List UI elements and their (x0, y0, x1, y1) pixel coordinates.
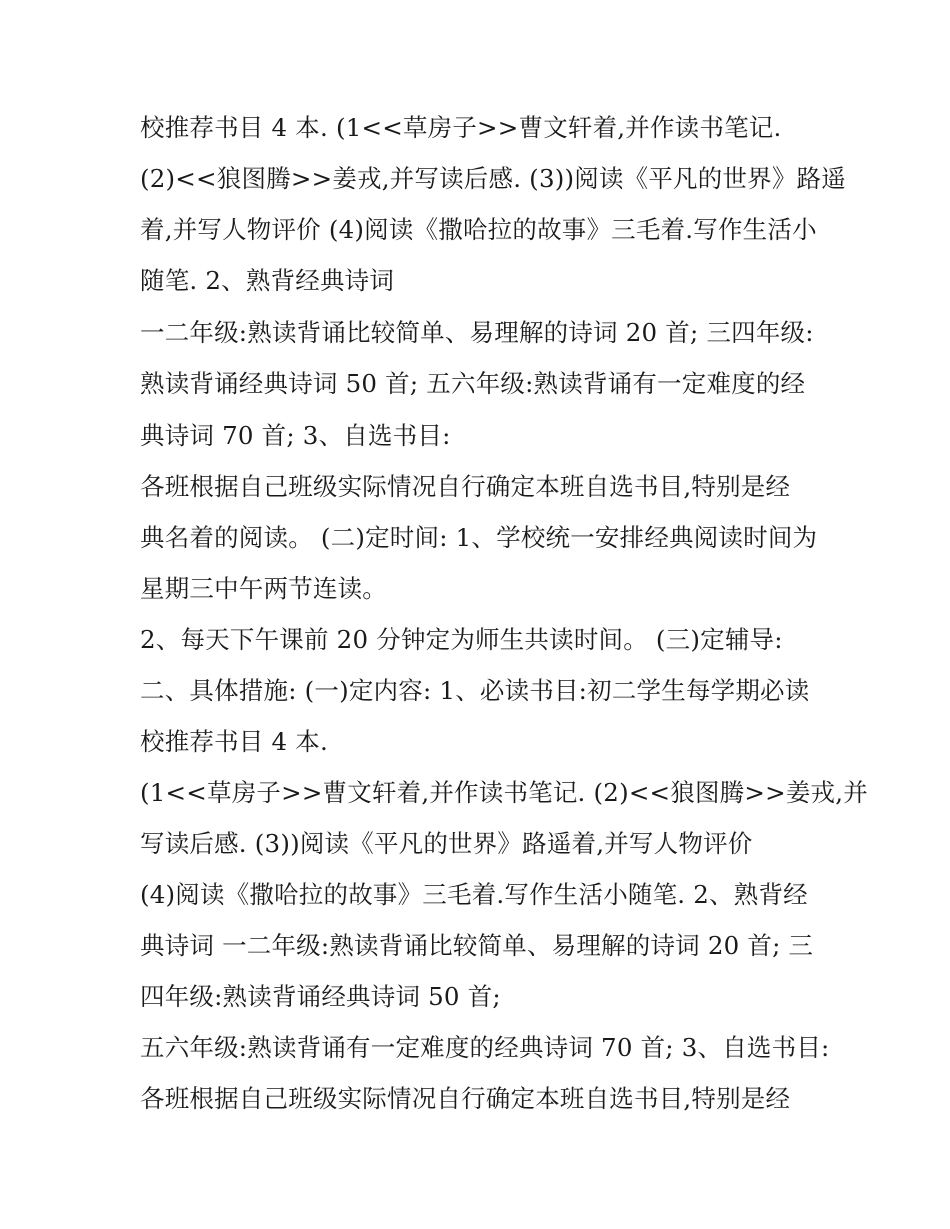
text-line: 各班根据自己班级实际情况自行确定本班自选书目,特别是经 (140, 472, 791, 501)
text-line: 校推荐书目 4 本. (140, 727, 328, 756)
text-line: 典名着的阅读。 (二)定时间: 1、学校统一安排经典阅读时间为 (140, 523, 818, 552)
text-line: 校推荐书目 4 本. (1<<草房子>>曹文轩着,并作读书笔记. (140, 113, 782, 142)
text-line: 写读后感. (3))阅读《平凡的世界》路遥着,并写人物评价 (140, 829, 753, 858)
text-line: 随笔. 2、熟背经典诗词 (140, 266, 395, 295)
text-line: 星期三中午两节连读。 (140, 574, 387, 603)
text-line: (1<<草房子>>曹文轩着,并作读书笔记. (2)<<狼图腾>>姜戎,并 (140, 778, 868, 807)
text-line: 五六年级:熟读背诵有一定难度的经典诗词 70 首; 3、自选书目: (140, 1033, 830, 1062)
text-line: 着,并写人物评价 (4)阅读《撒哈拉的故事》三毛着.写作生活小 (140, 215, 817, 244)
text-line: 2、每天下午课前 20 分钟定为师生共读时间。 (三)定辅导: (140, 625, 783, 654)
text-line: 各班根据自己班级实际情况自行确定本班自选书目,特别是经 (140, 1084, 791, 1113)
text-line: (2)<<狼图腾>>姜戎,并写读后感. (3))阅读《平凡的世界》路遥 (140, 164, 846, 193)
text-line: 典诗词 一二年级:熟读背诵比较简单、易理解的诗词 20 首; 三 (140, 931, 814, 960)
text-line: 一二年级:熟读背诵比较简单、易理解的诗词 20 首; 三四年级: (140, 318, 814, 347)
text-line: 四年级:熟读背诵经典诗词 50 首; (140, 982, 501, 1011)
text-line: 二、具体措施: (一)定内容: 1、必读书目:初二学生每学期必读 (140, 676, 810, 705)
text-line: 熟读背诵经典诗词 50 首; 五六年级:熟读背诵有一定难度的经 (140, 369, 806, 398)
text-line: 典诗词 70 首; 3、自选书目: (140, 421, 451, 450)
text-line: (4)阅读《撒哈拉的故事》三毛着.写作生活小随笔. 2、熟背经 (140, 880, 808, 909)
